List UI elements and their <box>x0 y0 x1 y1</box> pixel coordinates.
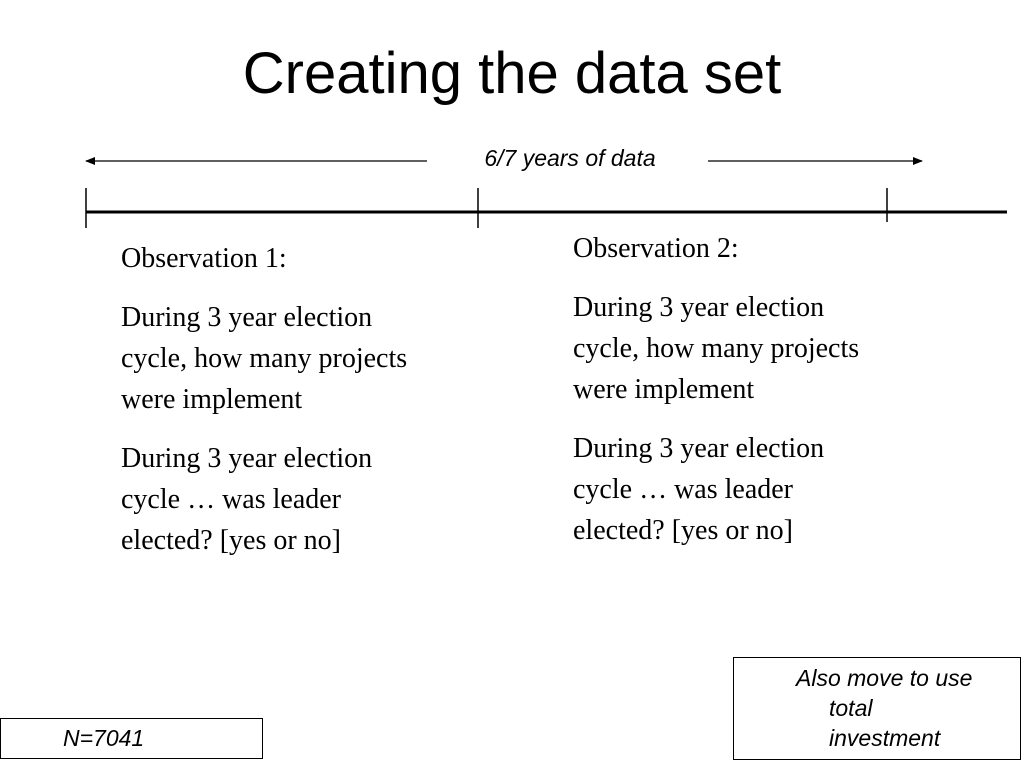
observation-heading: Observation 2: <box>573 233 739 264</box>
observation-question-elected: During 3 year election cycle … was leader elected? [yes or no] <box>121 443 373 556</box>
observation-question-projects: During 3 year election cycle, how many projects were implement <box>573 292 860 405</box>
note-line-3: investment <box>829 725 941 751</box>
timeline-graphic <box>0 0 1024 240</box>
span-label: 6/7 years of data <box>484 145 656 171</box>
note-line-2: total <box>829 695 873 721</box>
observation-1 <box>121 238 411 579</box>
slide-title: Creating the data set <box>242 41 782 106</box>
observation-question-projects: During 3 year election cycle, how many projects were implement <box>121 302 408 415</box>
observation-2 <box>573 228 863 569</box>
note-line-1: Also move to use <box>796 665 973 691</box>
note-box <box>733 657 1021 760</box>
observation-question-elected: During 3 year election cycle … was leader elected? [yes or no] <box>573 433 825 546</box>
sample-size-box: N=7041 <box>0 718 263 759</box>
observation-heading: Observation 1: <box>121 243 287 274</box>
